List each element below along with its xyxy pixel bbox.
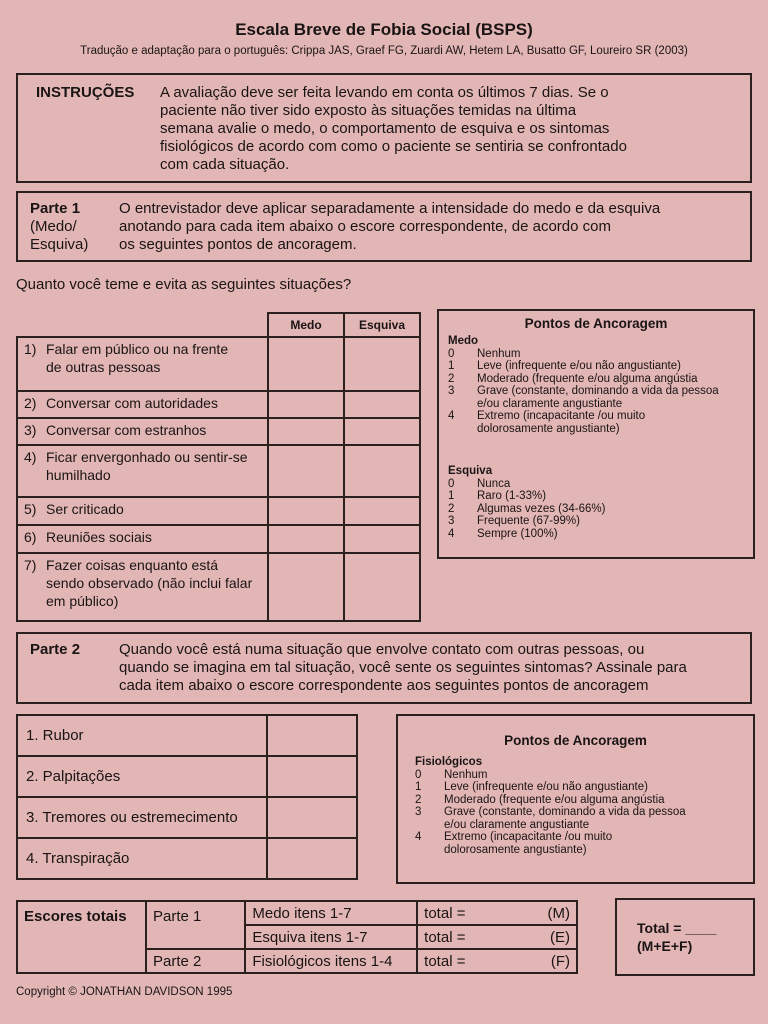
anchor-text: Leve (infrequente e/ou não angustiante) bbox=[477, 360, 681, 372]
table-row bbox=[17, 838, 357, 879]
item-line: humilhado bbox=[46, 467, 111, 483]
anchor-number: 1 bbox=[415, 781, 422, 793]
situations-table bbox=[16, 312, 421, 622]
table-row bbox=[17, 391, 420, 418]
part2-text-line: cada item abaixo o escore correspondente aos seguintes pontos de ancoragem bbox=[119, 677, 649, 694]
item-line: Ser criticado bbox=[46, 501, 124, 517]
anchor-text: Algumas vezes (34-66%) bbox=[477, 502, 606, 515]
table-row bbox=[17, 553, 420, 621]
physiological-anchor-label: Fisiológicos bbox=[415, 756, 483, 768]
anchor-line: Grave (constante, dominando a vida da pessoa bbox=[444, 806, 686, 818]
anchor-text: Frequente (67-99%) bbox=[477, 515, 580, 527]
part1-label bbox=[30, 200, 88, 254]
grand-total-formula: (M+E+F) bbox=[637, 938, 693, 954]
item-text bbox=[40, 497, 268, 525]
part1-box bbox=[16, 191, 752, 262]
score-total-label: total = bbox=[424, 952, 466, 970]
anchor-number: 1 bbox=[448, 490, 455, 502]
scores-part1-label: Parte 1 bbox=[146, 901, 245, 949]
anchor-item bbox=[415, 781, 750, 794]
instructions-line: A avaliação deve ser feita levando em conta os últimos 7 dias. Se o bbox=[160, 84, 609, 101]
instructions-line: semana avalie o medo, o comportamento de esquiva e os sintomas bbox=[160, 120, 610, 137]
anchor-item bbox=[448, 348, 748, 361]
anchor-number: 1 bbox=[448, 360, 455, 372]
item-line: Reuniões sociais bbox=[46, 529, 152, 545]
part1-text-line: anotando para cada item abaixo o escore correspondente, de acordo com bbox=[119, 218, 611, 235]
anchor-text: Nunca bbox=[477, 477, 511, 490]
part1-text bbox=[119, 200, 749, 254]
anchor-line: dolorosamente angustiante) bbox=[477, 422, 620, 435]
table-header-row bbox=[17, 313, 420, 337]
table-row bbox=[17, 756, 357, 797]
medo-score-cell[interactable] bbox=[268, 337, 344, 391]
part2-label: Parte 2 bbox=[30, 641, 81, 658]
medo-score-cell[interactable] bbox=[268, 497, 344, 525]
esquiva-anchor-label: Esquiva bbox=[448, 465, 493, 477]
item-line: Conversar com estranhos bbox=[46, 422, 207, 438]
symptom-label: 4. Transpiração bbox=[17, 838, 267, 879]
anchor-text: Nenhum bbox=[477, 347, 521, 360]
anchor-line: Extremo (incapacitante /ou muito bbox=[477, 410, 646, 422]
part1-text-line: os seguintes pontos de ancoragem. bbox=[119, 236, 357, 253]
anchor-item bbox=[448, 478, 748, 491]
part2-text-line: Quando você está numa situação que envolve contato com outras pessoas, ou bbox=[119, 641, 645, 658]
score-total-field[interactable] bbox=[417, 901, 577, 925]
anchor-item bbox=[448, 410, 748, 435]
symptom-score-cell[interactable] bbox=[267, 756, 357, 797]
total-scores-table bbox=[16, 900, 578, 974]
medo-score-cell[interactable] bbox=[268, 391, 344, 418]
anchor-text bbox=[444, 831, 612, 856]
anchor-text bbox=[444, 806, 686, 831]
col-header-medo: Medo bbox=[268, 313, 344, 337]
item-number: 4) bbox=[17, 445, 40, 497]
anchor-line: Extremo (incapacitante /ou muito bbox=[444, 831, 613, 843]
anchor-item bbox=[448, 503, 748, 516]
anchor-text: Leve (infrequente e/ou não angustiante) bbox=[444, 781, 648, 793]
anchors-box-part1 bbox=[437, 309, 755, 559]
anchor-number: 0 bbox=[448, 347, 455, 360]
item-line: de outras pessoas bbox=[46, 359, 161, 375]
score-code: (F) bbox=[550, 952, 570, 970]
item-line: Fazer coisas enquanto está bbox=[46, 557, 218, 573]
score-row-name: Medo itens 1-7 bbox=[245, 901, 417, 925]
scores-label: Escores totais bbox=[17, 901, 146, 973]
part1-text-line: O entrevistador deve aplicar separadamente a intensidade do medo e da esquiva bbox=[119, 200, 661, 217]
item-line: Ficar envergonhado ou sentir-se bbox=[46, 449, 248, 465]
item-text bbox=[40, 337, 268, 391]
symptom-label: 3. Tremores ou estremecimento bbox=[17, 797, 267, 838]
instructions-label: INSTRUÇÕES bbox=[36, 84, 135, 101]
esquiva-anchor-list bbox=[448, 465, 748, 540]
item-number: 3) bbox=[17, 418, 40, 445]
anchor-item bbox=[415, 769, 750, 782]
item-line: Conversar com autoridades bbox=[46, 395, 218, 411]
page-title: Escala Breve de Fobia Social (BSPS) bbox=[235, 20, 533, 39]
symptom-score-cell[interactable] bbox=[267, 715, 357, 756]
col-header-esquiva: Esquiva bbox=[344, 313, 420, 337]
score-total-field[interactable] bbox=[417, 925, 577, 949]
medo-anchor-label: Medo bbox=[448, 335, 479, 347]
part1-label-line: Parte 1 bbox=[30, 200, 81, 217]
score-row-name: Esquiva itens 1-7 bbox=[245, 925, 417, 949]
anchor-line: dolorosamente angustiante) bbox=[444, 843, 587, 856]
item-number: 5) bbox=[17, 497, 40, 525]
anchor-text: Nenhum bbox=[444, 768, 488, 781]
item-number: 2) bbox=[17, 391, 40, 418]
anchor-number: 4 bbox=[448, 410, 455, 422]
symptoms-table bbox=[16, 714, 358, 880]
item-line: sendo observado (não inclui falar bbox=[46, 575, 253, 591]
table-row bbox=[17, 901, 577, 925]
page-subtitle: Tradução e adaptação para o português: Crippa JAS, Graef FG, Zuardi AW, Hetem LA, Busatto GF, Loureiro SR (2003) bbox=[80, 45, 688, 57]
anchors-title: Pontos de Ancoragem bbox=[524, 316, 668, 331]
symptom-label: 2. Palpitações bbox=[17, 756, 267, 797]
anchor-number: 0 bbox=[415, 768, 422, 781]
anchor-number: 2 bbox=[415, 793, 422, 806]
medo-score-cell[interactable] bbox=[268, 553, 344, 621]
esquiva-score-cell[interactable] bbox=[344, 391, 420, 418]
item-line: em público) bbox=[46, 593, 119, 609]
instructions-box bbox=[16, 73, 752, 183]
esquiva-score-cell[interactable] bbox=[344, 337, 420, 391]
anchor-item bbox=[448, 385, 748, 410]
medo-score-cell[interactable] bbox=[268, 418, 344, 445]
anchor-text: Moderado (frequente e/ou alguma angústia bbox=[477, 372, 698, 385]
item-text bbox=[40, 553, 268, 621]
esquiva-score-cell[interactable] bbox=[344, 553, 420, 621]
copyright: Copyright © JONATHAN DAVIDSON 1995 bbox=[16, 986, 233, 998]
anchor-text bbox=[477, 410, 645, 435]
anchor-number: 3 bbox=[415, 806, 422, 818]
score-total-label: total = bbox=[424, 904, 466, 922]
instructions-text bbox=[160, 84, 745, 174]
grand-total-box[interactable] bbox=[615, 898, 755, 976]
anchor-number: 2 bbox=[448, 372, 455, 385]
anchors-box-part2 bbox=[396, 714, 755, 884]
medo-score-cell[interactable] bbox=[268, 525, 344, 553]
anchor-number: 4 bbox=[448, 527, 455, 540]
instructions-line: fisiológicos de acordo com como o paciente se sentiria se confrontado bbox=[160, 138, 627, 155]
table-row bbox=[17, 337, 420, 391]
item-text bbox=[40, 418, 268, 445]
anchor-item bbox=[415, 806, 750, 831]
table-row bbox=[17, 525, 420, 553]
table-row bbox=[17, 797, 357, 838]
score-total-label: total = bbox=[424, 928, 466, 946]
item-text bbox=[40, 525, 268, 553]
scores-part2-label: Parte 2 bbox=[146, 949, 245, 973]
anchor-text bbox=[477, 385, 719, 410]
anchor-line: e/ou claramente angustiante bbox=[444, 818, 590, 831]
part1-label-line: (Medo/ bbox=[30, 218, 77, 235]
anchor-item bbox=[415, 831, 750, 856]
anchor-text: Sempre (100%) bbox=[477, 527, 558, 540]
instructions-line: paciente não tiver sido exposto às situações temidas na última bbox=[160, 102, 577, 119]
anchor-item bbox=[448, 490, 748, 503]
medo-anchor-list bbox=[448, 335, 748, 435]
item-line: Falar em público ou na frente bbox=[46, 341, 229, 357]
part1-question: Quanto você teme e evita as seguintes situações? bbox=[16, 276, 352, 293]
table-row bbox=[17, 418, 420, 445]
table-row bbox=[17, 497, 420, 525]
part1-label-line: Esquiva) bbox=[30, 236, 89, 253]
anchor-number: 3 bbox=[448, 515, 455, 527]
part2-text-line: quando se imagina em tal situação, você sente os seguintes sintomas? Assinale para bbox=[119, 659, 687, 676]
anchor-item bbox=[448, 528, 748, 541]
score-row-name: Fisiológicos itens 1-4 bbox=[245, 949, 417, 973]
item-number: 1) bbox=[17, 337, 40, 391]
symptom-label: 1. Rubor bbox=[17, 715, 267, 756]
anchor-line: Grave (constante, dominando a vida da pessoa bbox=[477, 385, 719, 397]
anchor-text: Raro (1-33%) bbox=[477, 490, 547, 502]
score-total-field[interactable] bbox=[417, 949, 577, 973]
esquiva-score-cell[interactable] bbox=[344, 445, 420, 497]
item-text bbox=[40, 445, 268, 497]
item-text bbox=[40, 391, 268, 418]
table-row bbox=[17, 715, 357, 756]
anchor-item bbox=[448, 515, 748, 528]
table-row bbox=[17, 445, 420, 497]
esquiva-score-cell[interactable] bbox=[344, 497, 420, 525]
medo-score-cell[interactable] bbox=[268, 445, 344, 497]
symptom-score-cell[interactable] bbox=[267, 797, 357, 838]
item-number: 6) bbox=[17, 525, 40, 553]
physiological-anchor-list bbox=[415, 756, 750, 856]
anchor-text: Moderado (frequente e/ou alguma angústia bbox=[444, 793, 665, 806]
score-code: (E) bbox=[550, 928, 570, 946]
anchor-line: e/ou claramente angustiante bbox=[477, 397, 623, 410]
item-number: 7) bbox=[17, 553, 40, 621]
esquiva-score-cell[interactable] bbox=[344, 525, 420, 553]
anchor-number: 2 bbox=[448, 502, 455, 515]
part2-text bbox=[119, 641, 751, 695]
anchor-number: 3 bbox=[448, 385, 455, 397]
symptom-score-cell[interactable] bbox=[267, 838, 357, 879]
score-code: (M) bbox=[547, 904, 570, 922]
anchor-item bbox=[448, 360, 748, 373]
esquiva-score-cell[interactable] bbox=[344, 418, 420, 445]
grand-total-label: Total = ____ bbox=[637, 920, 717, 936]
anchors-title: Pontos de Ancoragem bbox=[504, 733, 647, 748]
instructions-line: com cada situação. bbox=[160, 156, 290, 173]
anchor-item bbox=[448, 373, 748, 386]
anchor-number: 0 bbox=[448, 477, 455, 490]
anchor-number: 4 bbox=[415, 831, 422, 843]
anchor-item bbox=[415, 794, 750, 807]
part2-box bbox=[16, 632, 752, 704]
